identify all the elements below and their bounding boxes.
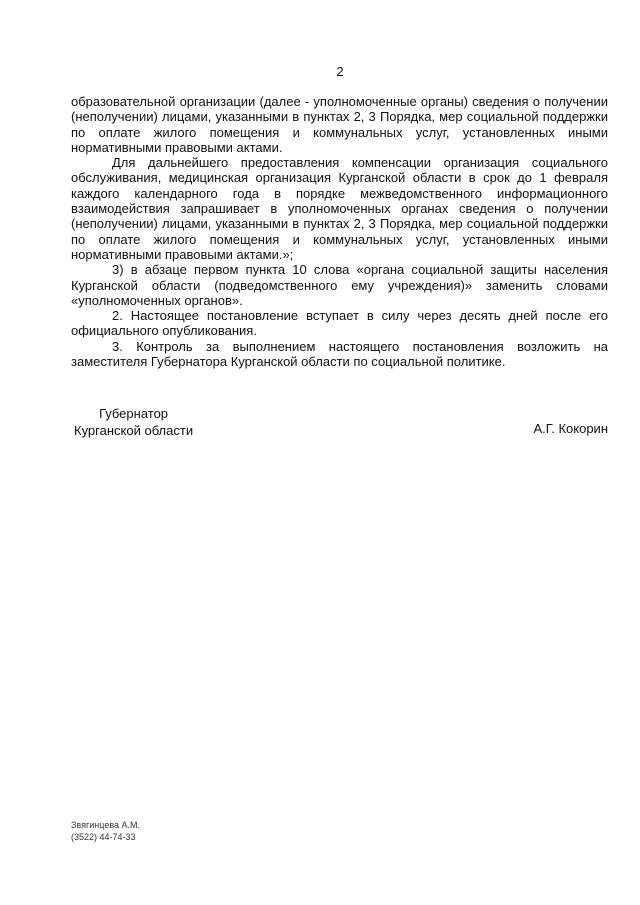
signature-title bbox=[74, 405, 193, 439]
signature-name: А.Г. Кокорин bbox=[533, 421, 608, 436]
page-number: 2 bbox=[336, 64, 344, 79]
paragraph-compensation: Для дальнейшего предоставления компенсации организация социального обслуживания, медицинская организация Курганской области в срок до 1 февраля каждого календарного года в порядке межведомственного информационного взаимодействия запрашивает в уполномоченных органах сведения о получении (неполучении) лицами, указанными в пунктах 2, 3 Порядка, мер социальной поддержки по оплате жилого помещения и коммунальных услуг, установленных иными нормативными правовыми актами.»; bbox=[71, 155, 608, 262]
paragraph-item-3: 3) в абзаце первом пункта 10 слова «органа социальной защиты населения Курганской области (подведомственного ему учреждения)» заменить словами «уполномоченных органов». bbox=[71, 262, 608, 308]
executor-footer bbox=[71, 819, 140, 843]
paragraph-point-3: 3. Контроль за выполнением настоящего постановления возложить на заместителя Губернатора Курганской области по социальной политике. bbox=[71, 338, 608, 370]
document-body bbox=[71, 94, 608, 369]
signature-title-line2: Курганской области bbox=[74, 423, 194, 438]
paragraph-continuation: образовательной организации (далее - уполномоченные органы) сведения о получении (неполучении) лицами, указанными в пунктах 2, 3 Порядка, мер социальной поддержки по оплате жилого помещения и коммунальных услуг, установленных иными нормативными правовыми актами. bbox=[71, 94, 608, 155]
executor-name: Звягинцева А.М. bbox=[71, 820, 141, 830]
executor-phone: (3522) 44-74-33 bbox=[71, 832, 136, 842]
signature-title-line1: Губернатор bbox=[99, 406, 169, 421]
paragraph-point-2: 2. Настоящее постановление вступает в силу через десять дней после его официального опубликования. bbox=[71, 308, 608, 339]
